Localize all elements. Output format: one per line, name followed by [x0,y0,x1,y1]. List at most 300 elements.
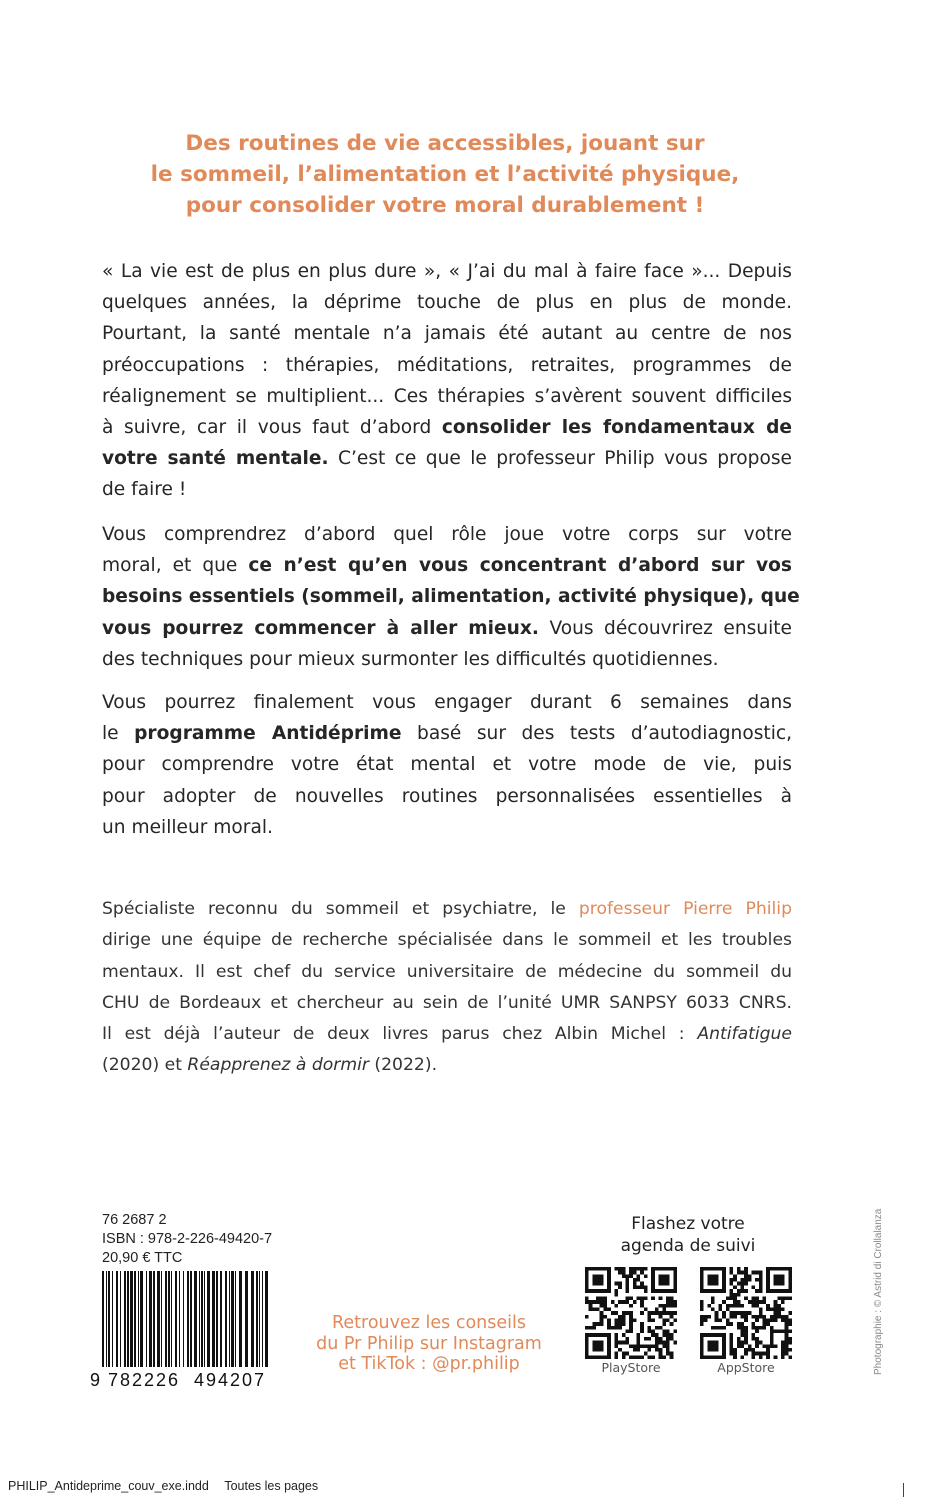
qr-module [740,1315,744,1319]
bold-run: consolider les fondamentaux de [441,417,792,439]
book-title: Réapprenez à dormir [187,1055,369,1076]
qr-module [737,1326,741,1330]
qr-module [740,1330,744,1334]
qr-module [629,1274,633,1278]
qr-module [726,1307,730,1311]
qr-module [673,1300,677,1304]
qr-module [785,1352,789,1356]
text-line: des techniques pour mieux surmonter les difficultés quotidiennes. [102,648,719,670]
qr-module [752,1337,756,1341]
qr-module [640,1285,644,1289]
qr-module [633,1300,637,1304]
qr-module [614,1355,618,1359]
text-line: CHU de Bordeaux et chercheur au sein de l’unité UMR SANPSY 6033 CNRS. [102,992,792,1013]
qr-module [781,1348,785,1352]
product-code: 76 2687 2 [102,1212,167,1228]
qr-module [788,1319,792,1323]
qr-module [770,1315,774,1319]
qr-module [770,1337,774,1341]
text-run: (2020) et [102,1055,188,1076]
barcode-bar [245,1271,248,1367]
qr-module [637,1341,641,1345]
qr-module [774,1300,778,1304]
barcode-bar [265,1271,268,1367]
qr-module [618,1271,622,1275]
qr-module [755,1344,759,1348]
qr-module [600,1311,604,1315]
qr-module [729,1341,733,1345]
qr-module [766,1307,770,1311]
qr-module [785,1348,789,1352]
qr-module [625,1296,629,1300]
price: 20,90 € TTC [102,1250,183,1266]
qr-module [755,1341,759,1345]
qr-module [625,1311,629,1315]
qr-code-appstore[interactable] [700,1267,792,1359]
barcode-bar [157,1271,160,1367]
qr-module [633,1344,637,1348]
barcode-bar [153,1271,155,1367]
qr-module [614,1304,618,1308]
text-run: le [102,723,135,745]
qr-module [737,1271,741,1275]
qr-module [740,1344,744,1348]
qr-module [648,1319,652,1323]
qr-module [618,1282,622,1286]
qr-module [740,1278,744,1282]
barcode [90,1271,280,1391]
text-line [102,443,792,474]
qr-module [777,1311,781,1315]
qr-module [759,1300,763,1304]
barcode-digits: 782226 [108,1370,178,1390]
qr-module [759,1311,763,1315]
text-run: moral, et que [102,555,249,577]
qr-module [740,1271,744,1275]
paragraph-program [102,687,792,843]
qr-module [744,1271,748,1275]
qr-module [774,1319,778,1323]
qr-module [740,1289,744,1293]
headline-line: le sommeil, l’alimentation et l’activité physique, [150,162,740,187]
isbn: ISBN : 978-2-226-49420-7 [102,1231,273,1247]
qr-module [774,1307,778,1311]
qr-module [600,1315,604,1319]
qr-module [759,1282,763,1286]
barcode-bar [201,1271,203,1367]
qr-module [752,1271,756,1275]
qr-module [644,1296,648,1300]
qr-module [785,1315,789,1319]
qr-module [607,1326,611,1330]
qr-module [600,1304,604,1308]
qr-module [759,1285,763,1289]
barcode-bar [216,1271,218,1367]
qr-module [629,1322,633,1326]
qr-module [722,1300,726,1304]
qr-module [733,1293,737,1297]
qr-module [648,1330,652,1334]
qr-module [755,1315,759,1319]
qr-module [618,1267,622,1271]
qr-module [614,1333,618,1337]
qr-module [788,1296,792,1300]
qr-module [659,1326,663,1330]
qr-module [625,1337,629,1341]
qr-module [659,1352,663,1356]
qr-module [625,1282,629,1286]
qr-module [729,1352,733,1356]
barcode-bar [140,1271,143,1367]
barcode-bar [146,1271,147,1367]
text-run: Vous découvrirez ensuite [538,617,792,639]
qr-module [673,1341,677,1345]
qr-module [744,1267,748,1271]
qr-module [655,1311,659,1315]
qr-module [600,1300,604,1304]
qr-module [729,1293,733,1297]
qr-module [592,1341,603,1352]
qr-module [596,1296,600,1300]
qr-module [718,1326,722,1330]
qr-module [722,1311,726,1315]
barcode-bar [229,1271,230,1367]
qr-module [752,1285,756,1289]
qr-module [614,1344,618,1348]
qr-module [763,1352,767,1356]
qr-module [622,1322,626,1326]
qr-module [763,1326,767,1330]
qr-module [726,1296,730,1300]
qr-module [781,1300,785,1304]
qr-module [766,1355,770,1359]
qr-module [662,1307,666,1311]
qr-module [633,1319,637,1323]
barcode-bar [175,1271,177,1367]
qr-module [707,1274,718,1285]
text-line: Vous comprendrez d’abord quel rôle joue votre corps sur votre [102,524,792,545]
qr-module [729,1304,733,1308]
headline [100,128,790,221]
social-line: Retrouvez les conseils [332,1313,526,1333]
qr-module [770,1326,774,1330]
qr-module [637,1333,641,1337]
text-run: (2022). [368,1055,438,1076]
qr-module [788,1337,792,1341]
qr-module [585,1300,589,1304]
qr-module [781,1341,785,1345]
qr-module [659,1348,663,1352]
qr-module [670,1322,674,1326]
qr-module [759,1274,763,1278]
qr-module [781,1355,785,1359]
qr-module [670,1315,674,1319]
qr-module [622,1341,626,1345]
qr-module [640,1304,644,1308]
qr-module [788,1322,792,1326]
qr-module [766,1322,770,1326]
qr-module [603,1315,607,1319]
qr-module [704,1319,708,1323]
barcode-digits: 494207 [194,1370,264,1390]
qr-module [700,1307,704,1311]
photo-credit: Photographie : © Astrid di Crollalanza [873,1208,884,1375]
text-line [102,1050,792,1081]
text-line: Vous pourrez finalement vous engager durant 6 semaines dans [102,692,792,713]
qr-module [763,1296,767,1300]
qr-module [655,1341,659,1345]
bold-run: programme Antidéprime [134,723,402,745]
qr-module [585,1315,589,1319]
qr-module [774,1274,785,1285]
qr-module [618,1326,622,1330]
qr-module [648,1344,652,1348]
qr-module [618,1315,622,1319]
crop-mark [903,1483,904,1497]
qr-module [744,1315,748,1319]
qr-module [644,1352,648,1356]
qr-module [666,1341,670,1345]
qr-module [748,1344,752,1348]
qr-module [759,1289,763,1293]
qr-module [614,1311,618,1315]
qr-module [629,1326,633,1330]
qr-module [640,1322,644,1326]
qr-module [763,1319,767,1323]
social-line: et TikTok : @pr.philip [338,1354,520,1374]
qr-module [770,1307,774,1311]
author-bio [102,894,792,1082]
qr-module [763,1300,767,1304]
qr-module [673,1304,677,1308]
qr-module [614,1293,618,1297]
qr-module [755,1352,759,1356]
qr-module [733,1278,737,1282]
qr-module [737,1344,741,1348]
qr-module [633,1285,637,1289]
qr-module [755,1304,759,1308]
qr-module [589,1300,593,1304]
qr-caption-line: agenda de suivi [620,1235,756,1256]
qr-module [662,1330,666,1334]
qr-module [622,1333,626,1337]
qr-module [640,1271,644,1275]
barcode-bar [235,1271,236,1367]
qr-module [777,1315,781,1319]
qr-module [662,1355,666,1359]
qr-module [644,1267,648,1271]
qr-module [625,1330,629,1334]
qr-module [744,1330,748,1334]
qr-module [774,1355,778,1359]
qr-module [737,1289,741,1293]
book-title: Antifatigue [697,1024,792,1045]
qr-module [722,1326,726,1330]
qr-module [603,1307,607,1311]
barcode-bar [262,1271,263,1367]
file-name: PHILIP_Antideprime_couv_exe.indd [8,1479,209,1493]
text-run: C’est ce que le professeur Philip vous propose [328,448,792,470]
qr-module [662,1333,666,1337]
qr-module [651,1344,655,1348]
barcode-bar [194,1271,197,1367]
qr-module [666,1344,670,1348]
qr-module [752,1352,756,1356]
qr-module [785,1341,789,1345]
qr-module [640,1282,644,1286]
qr-module [611,1311,615,1315]
qr-module [673,1311,677,1315]
qr-module [788,1311,792,1315]
qr-module [733,1315,737,1319]
qr-label-playstore: PlayStore [601,1360,661,1375]
qr-module [662,1311,666,1315]
qr-module [614,1341,618,1345]
qr-module [655,1307,659,1311]
text-line: réalignement se multiplient... Ces thérapies s’avèrent souvent difficiles [102,385,792,407]
qr-module [781,1296,785,1300]
qr-module [788,1341,792,1345]
qr-module [744,1311,748,1315]
qr-module [711,1307,715,1311]
qr-module [622,1300,626,1304]
qr-module [666,1348,670,1352]
qr-module [733,1311,737,1315]
qr-module [777,1330,781,1334]
qr-module [648,1355,652,1359]
qr-module [763,1322,767,1326]
barcode-bar [199,1271,200,1367]
qr-module [770,1319,774,1323]
barcode-block [90,1211,277,1390]
qr-module [644,1289,648,1293]
qr-module [640,1296,644,1300]
text-line [102,718,792,749]
page-range: Toutes les pages [224,1479,319,1493]
headline-line: Des routines de vie accessibles, jouant sur [185,131,705,156]
qr-module [755,1326,759,1330]
qr-module [726,1304,730,1308]
qr-code-playstore[interactable] [585,1267,677,1359]
qr-module [737,1311,741,1315]
qr-module [752,1315,756,1319]
qr-module [707,1304,711,1308]
qr-module [766,1352,770,1356]
qr-module [763,1315,767,1319]
qr-module [673,1330,677,1334]
social-line: du Pr Philip sur Instagram [316,1333,542,1354]
qr-module [744,1289,748,1293]
qr-module [670,1300,674,1304]
qr-module [700,1319,704,1323]
text-line: préoccupations : thérapies, méditations, retraites, programmes de [102,354,792,376]
qr-module [748,1274,752,1278]
qr-module [603,1296,607,1300]
barcode-bar [204,1271,205,1367]
qr-module [759,1271,763,1275]
qr-module [662,1319,666,1323]
qr-module [740,1282,744,1286]
qr-module [614,1352,618,1356]
paragraph-intro [102,256,792,506]
qr-module [618,1285,622,1289]
barcode-bar [127,1271,129,1367]
qr-module [707,1315,711,1319]
qr-module [640,1326,644,1330]
qr-module [648,1337,652,1341]
qr-module [603,1304,607,1308]
text-line: dirige une équipe de recherche spécialisée dans le sommeil et les troubles [102,930,792,951]
paragraph-body [102,519,800,675]
qr-module [640,1344,644,1348]
qr-module [781,1315,785,1319]
text-line: « La vie est de plus en plus dure », « J’ai du mal à faire face »... Depuis [102,261,792,282]
qr-module [600,1322,604,1326]
qr-module [603,1300,607,1304]
barcode-bar [225,1271,227,1367]
qr-module [662,1304,666,1308]
qr-module [759,1355,763,1359]
qr-module [670,1296,674,1300]
qr-module [748,1278,752,1282]
barcode-bar [168,1271,170,1367]
qr-label-appstore: AppStore [717,1360,775,1375]
qr-module [651,1311,655,1315]
barcode-bar [171,1271,172,1367]
qr-module [592,1274,603,1285]
qr-module [625,1285,629,1289]
qr-module [755,1330,759,1334]
qr-module [737,1282,741,1286]
qr-module [666,1333,670,1337]
qr-module [637,1355,641,1359]
qr-module [651,1319,655,1323]
barcode-bar [256,1271,258,1367]
qr-module [752,1355,756,1359]
qr-module [733,1348,737,1352]
qr-module [770,1344,774,1348]
qr-module [777,1307,781,1311]
qr-module [748,1348,752,1352]
qr-module [614,1282,618,1286]
qr-module [737,1337,741,1341]
barcode-bar [161,1271,162,1367]
barcode-bar [130,1271,133,1367]
qr-module [622,1311,626,1315]
qr-module [755,1337,759,1341]
qr-module [729,1278,733,1282]
qr-module [629,1315,633,1319]
barcode-bar [239,1271,242,1367]
qr-module [715,1326,719,1330]
barcode-bar [183,1271,184,1367]
qr-module [752,1333,756,1337]
qr-module [607,1322,611,1326]
qr-module [729,1271,733,1275]
qr-module [752,1304,756,1308]
qr-module [637,1296,641,1300]
qr-module [662,1322,666,1326]
qr-module [637,1285,641,1289]
qr-module [662,1341,666,1345]
qr-module [718,1307,722,1311]
qr-module [670,1304,674,1308]
qr-module [785,1296,789,1300]
barcode-bar [149,1271,152,1367]
qr-module [755,1319,759,1323]
barcode-bar [102,1271,104,1367]
qr-module [662,1344,666,1348]
